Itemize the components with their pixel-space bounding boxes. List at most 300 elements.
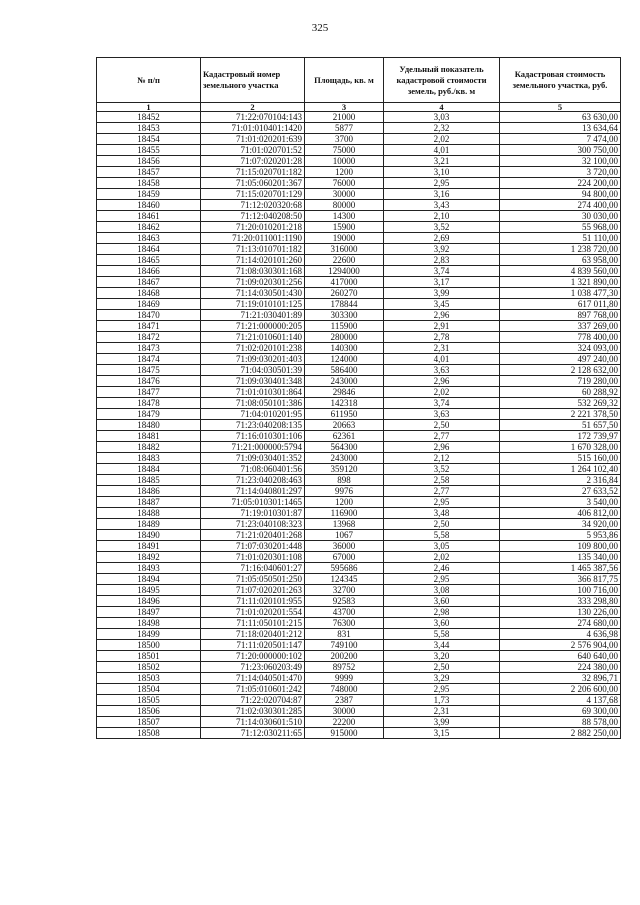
cell-cadastral-number: 71:21:010601:140 (201, 332, 305, 343)
cell-specific-value: 3,52 (384, 464, 500, 475)
table-row (97, 255, 621, 266)
cell-cadastral-value: 1 670 328,00 (500, 442, 621, 453)
cell-specific-value: 3,74 (384, 266, 500, 277)
cell-cadastral-number: 71:01:020201:554 (201, 607, 305, 618)
table-row (97, 156, 621, 167)
cell-row-number: 18469 (97, 299, 201, 310)
cell-specific-value: 2,95 (384, 178, 500, 189)
cell-row-number: 18481 (97, 431, 201, 442)
cell-cadastral-number: 71:23:040208:135 (201, 420, 305, 431)
table-row (97, 464, 621, 475)
cell-row-number: 18500 (97, 640, 201, 651)
column-number: 4 (384, 103, 500, 112)
cell-area: 898 (305, 475, 384, 486)
cell-area: 5877 (305, 123, 384, 134)
table-row (97, 112, 621, 123)
cell-cadastral-number: 71:08:060401:56 (201, 464, 305, 475)
cell-row-number: 18467 (97, 277, 201, 288)
cell-area: 1200 (305, 497, 384, 508)
cell-cadastral-value: 135 340,00 (500, 552, 621, 563)
table-row (97, 365, 621, 376)
cell-cadastral-number: 71:09:020301:256 (201, 277, 305, 288)
cell-row-number: 18487 (97, 497, 201, 508)
cell-cadastral-number: 71:14:020101:260 (201, 255, 305, 266)
cell-row-number: 18457 (97, 167, 201, 178)
cell-specific-value: 3,10 (384, 167, 500, 178)
cell-specific-value: 2,50 (384, 662, 500, 673)
cell-area: 748000 (305, 684, 384, 695)
cell-cadastral-number: 71:07:020201:263 (201, 585, 305, 596)
cell-row-number: 18472 (97, 332, 201, 343)
cell-area: 67000 (305, 552, 384, 563)
cell-area: 280000 (305, 332, 384, 343)
table-row (97, 497, 621, 508)
cell-area: 303300 (305, 310, 384, 321)
cell-cadastral-number: 71:04:010201:95 (201, 409, 305, 420)
table-row (97, 288, 621, 299)
cell-row-number: 18462 (97, 222, 201, 233)
cell-specific-value: 2,78 (384, 332, 500, 343)
table-row (97, 519, 621, 530)
cell-cadastral-value: 172 739,97 (500, 431, 621, 442)
cell-cadastral-number: 71:19:010101:125 (201, 299, 305, 310)
cell-cadastral-number: 71:07:020201:28 (201, 156, 305, 167)
cell-area: 43700 (305, 607, 384, 618)
cell-specific-value: 2,95 (384, 684, 500, 695)
cell-row-number: 18489 (97, 519, 201, 530)
cell-row-number: 18453 (97, 123, 201, 134)
cell-specific-value: 1,73 (384, 695, 500, 706)
cell-row-number: 18477 (97, 387, 201, 398)
table-row (97, 585, 621, 596)
cell-cadastral-number: 71:09:030401:348 (201, 376, 305, 387)
cell-area: 586400 (305, 365, 384, 376)
cell-row-number: 18497 (97, 607, 201, 618)
cell-cadastral-value: 51 110,00 (500, 233, 621, 244)
cell-cadastral-number: 71:01:020201:639 (201, 134, 305, 145)
cell-specific-value: 3,17 (384, 277, 500, 288)
cell-row-number: 18486 (97, 486, 201, 497)
cell-cadastral-value: 532 269,32 (500, 398, 621, 409)
cell-specific-value: 2,58 (384, 475, 500, 486)
cell-row-number: 18476 (97, 376, 201, 387)
table-row (97, 706, 621, 717)
cell-area: 29846 (305, 387, 384, 398)
cell-cadastral-number: 71:21:000000:5794 (201, 442, 305, 453)
cell-row-number: 18495 (97, 585, 201, 596)
cell-specific-value: 2,50 (384, 519, 500, 530)
cell-area: 22600 (305, 255, 384, 266)
table-row (97, 442, 621, 453)
table-body (97, 112, 621, 739)
cell-area: 13968 (305, 519, 384, 530)
cell-specific-value: 3,45 (384, 299, 500, 310)
cell-cadastral-number: 71:04:030501:39 (201, 365, 305, 376)
cell-area: 115900 (305, 321, 384, 332)
table-row (97, 244, 621, 255)
cell-cadastral-number: 71:14:040801:297 (201, 486, 305, 497)
cell-cadastral-number: 71:15:020701:129 (201, 189, 305, 200)
cell-area: 200200 (305, 651, 384, 662)
cell-specific-value: 4,01 (384, 354, 500, 365)
header-cadastral-value: Кадастровая стоимость земельного участка, руб. (500, 58, 621, 103)
cell-row-number: 18503 (97, 673, 201, 684)
table-row (97, 475, 621, 486)
table-row (97, 266, 621, 277)
cell-area: 611950 (305, 409, 384, 420)
cell-cadastral-value: 324 093,00 (500, 343, 621, 354)
cell-specific-value: 2,31 (384, 343, 500, 354)
cell-area: 915000 (305, 728, 384, 739)
table-row (97, 343, 621, 354)
cell-row-number: 18507 (97, 717, 201, 728)
cell-area: 89752 (305, 662, 384, 673)
cell-row-number: 18480 (97, 420, 201, 431)
table-row (97, 409, 621, 420)
cell-specific-value: 2,12 (384, 453, 500, 464)
table-row (97, 596, 621, 607)
cell-area: 15900 (305, 222, 384, 233)
cell-specific-value: 3,99 (384, 717, 500, 728)
table-row (97, 398, 621, 409)
cell-cadastral-number: 71:05:050501:250 (201, 574, 305, 585)
cell-specific-value: 5,58 (384, 530, 500, 541)
cell-cadastral-number: 71:18:020401:212 (201, 629, 305, 640)
cell-cadastral-value: 366 817,75 (500, 574, 621, 585)
cell-cadastral-number: 71:21:030401:89 (201, 310, 305, 321)
cell-cadastral-value: 3 720,00 (500, 167, 621, 178)
cell-row-number: 18496 (97, 596, 201, 607)
cell-cadastral-value: 640 640,00 (500, 651, 621, 662)
cell-specific-value: 2,02 (384, 134, 500, 145)
cell-row-number: 18493 (97, 563, 201, 574)
cell-specific-value: 2,02 (384, 387, 500, 398)
cell-row-number: 18458 (97, 178, 201, 189)
header-specific-value: Удельный показатель кадастровой стоимости земель, руб./кв. м (384, 58, 500, 103)
cell-specific-value: 2,31 (384, 706, 500, 717)
cell-specific-value: 2,96 (384, 310, 500, 321)
table-row (97, 717, 621, 728)
cell-cadastral-value: 55 968,00 (500, 222, 621, 233)
table-row (97, 530, 621, 541)
cell-specific-value: 3,63 (384, 365, 500, 376)
cell-cadastral-number: 71:22:020704:87 (201, 695, 305, 706)
cell-area: 243000 (305, 453, 384, 464)
cell-cadastral-number: 71:11:020501:147 (201, 640, 305, 651)
cell-row-number: 18482 (97, 442, 201, 453)
cell-cadastral-value: 5 953,86 (500, 530, 621, 541)
table-row (97, 486, 621, 497)
cell-specific-value: 3,92 (384, 244, 500, 255)
cell-row-number: 18468 (97, 288, 201, 299)
cell-area: 32700 (305, 585, 384, 596)
table-row (97, 684, 621, 695)
cell-cadastral-number: 71:12:040208:50 (201, 211, 305, 222)
cell-cadastral-number: 71:07:030201:448 (201, 541, 305, 552)
cell-row-number: 18505 (97, 695, 201, 706)
cell-cadastral-value: 88 578,00 (500, 717, 621, 728)
cell-row-number: 18488 (97, 508, 201, 519)
cell-specific-value: 3,29 (384, 673, 500, 684)
cell-specific-value: 2,02 (384, 552, 500, 563)
table-row (97, 640, 621, 651)
table-row (97, 189, 621, 200)
cell-cadastral-number: 71:12:030211:65 (201, 728, 305, 739)
table-row (97, 387, 621, 398)
cell-cadastral-value: 94 800,00 (500, 189, 621, 200)
cell-specific-value: 3,16 (384, 189, 500, 200)
cell-area: 124345 (305, 574, 384, 585)
cell-area: 417000 (305, 277, 384, 288)
cell-row-number: 18470 (97, 310, 201, 321)
table-row (97, 321, 621, 332)
cell-cadastral-value: 778 400,00 (500, 332, 621, 343)
cell-area: 92583 (305, 596, 384, 607)
cell-cadastral-value: 4 839 560,00 (500, 266, 621, 277)
cell-cadastral-value: 100 716,00 (500, 585, 621, 596)
cell-area: 76000 (305, 178, 384, 189)
cell-area: 76300 (305, 618, 384, 629)
cell-area: 116900 (305, 508, 384, 519)
cell-area: 20663 (305, 420, 384, 431)
cell-cadastral-value: 13 634,64 (500, 123, 621, 134)
cell-cadastral-number: 71:21:000000:205 (201, 321, 305, 332)
cell-cadastral-number: 71:19:010301:87 (201, 508, 305, 519)
cell-cadastral-value: 2 576 904,00 (500, 640, 621, 651)
cell-area: 22200 (305, 717, 384, 728)
cell-cadastral-value: 2 882 250,00 (500, 728, 621, 739)
cadastral-value-table (96, 57, 621, 739)
table-row (97, 651, 621, 662)
column-number: 1 (97, 103, 201, 112)
cell-cadastral-value: 2 221 378,50 (500, 409, 621, 420)
cell-row-number: 18502 (97, 662, 201, 673)
cell-cadastral-value: 51 657,50 (500, 420, 621, 431)
cell-row-number: 18504 (97, 684, 201, 695)
cell-area: 75000 (305, 145, 384, 156)
cell-specific-value: 2,91 (384, 321, 500, 332)
cell-cadastral-number: 71:21:020401:268 (201, 530, 305, 541)
cell-specific-value: 2,77 (384, 486, 500, 497)
cell-cadastral-number: 71:08:050101:386 (201, 398, 305, 409)
table-row (97, 310, 621, 321)
cell-specific-value: 2,10 (384, 211, 500, 222)
cell-area: 749100 (305, 640, 384, 651)
cell-cadastral-value: 130 226,00 (500, 607, 621, 618)
cell-row-number: 18501 (97, 651, 201, 662)
cell-area: 36000 (305, 541, 384, 552)
cell-area: 30000 (305, 189, 384, 200)
cell-specific-value: 2,83 (384, 255, 500, 266)
cell-area: 1200 (305, 167, 384, 178)
cell-cadastral-value: 30 030,00 (500, 211, 621, 222)
cell-cadastral-value: 274 680,00 (500, 618, 621, 629)
table-header-row (97, 58, 621, 103)
cell-cadastral-value: 4 137,68 (500, 695, 621, 706)
cell-cadastral-value: 63 958,00 (500, 255, 621, 266)
cell-cadastral-value: 617 011,80 (500, 299, 621, 310)
cell-specific-value: 3,60 (384, 596, 500, 607)
cell-cadastral-number: 71:09:030201:403 (201, 354, 305, 365)
cell-cadastral-number: 71:05:060201:367 (201, 178, 305, 189)
cell-specific-value: 2,95 (384, 497, 500, 508)
cell-cadastral-number: 71:02:030301:285 (201, 706, 305, 717)
cell-cadastral-number: 71:12:020320:68 (201, 200, 305, 211)
cell-area: 62361 (305, 431, 384, 442)
table-row (97, 552, 621, 563)
cell-specific-value: 2,98 (384, 607, 500, 618)
cell-area: 359120 (305, 464, 384, 475)
table-row (97, 673, 621, 684)
cell-cadastral-value: 109 800,00 (500, 541, 621, 552)
table-row (97, 574, 621, 585)
cell-cadastral-value: 34 920,00 (500, 519, 621, 530)
cell-row-number: 18479 (97, 409, 201, 420)
cell-cadastral-number: 71:01:020701:52 (201, 145, 305, 156)
cell-row-number: 18460 (97, 200, 201, 211)
table-row (97, 178, 621, 189)
cell-cadastral-value: 60 288,92 (500, 387, 621, 398)
cell-area: 2387 (305, 695, 384, 706)
cell-cadastral-number: 71:01:020301:108 (201, 552, 305, 563)
column-number: 2 (201, 103, 305, 112)
cell-area: 124000 (305, 354, 384, 365)
cell-area: 21000 (305, 112, 384, 123)
cell-row-number: 18465 (97, 255, 201, 266)
cell-area: 1294000 (305, 266, 384, 277)
cell-cadastral-number: 71:02:020101:238 (201, 343, 305, 354)
cell-cadastral-value: 300 750,00 (500, 145, 621, 156)
column-number: 3 (305, 103, 384, 112)
cell-cadastral-number: 71:16:040601:27 (201, 563, 305, 574)
cell-cadastral-number: 71:01:010301:864 (201, 387, 305, 398)
cell-cadastral-value: 2 128 632,00 (500, 365, 621, 376)
cell-area: 140300 (305, 343, 384, 354)
cell-cadastral-value: 2 206 600,00 (500, 684, 621, 695)
cell-specific-value: 3,43 (384, 200, 500, 211)
cell-area: 9999 (305, 673, 384, 684)
cell-row-number: 18455 (97, 145, 201, 156)
cell-cadastral-value: 497 240,00 (500, 354, 621, 365)
table-row (97, 618, 621, 629)
cell-specific-value: 2,46 (384, 563, 500, 574)
cell-area: 1067 (305, 530, 384, 541)
cell-row-number: 18494 (97, 574, 201, 585)
table-row (97, 354, 621, 365)
cell-cadastral-number: 71:23:040108:323 (201, 519, 305, 530)
cell-cadastral-value: 1 321 890,00 (500, 277, 621, 288)
cell-row-number: 18463 (97, 233, 201, 244)
cell-cadastral-value: 224 200,00 (500, 178, 621, 189)
cell-cadastral-value: 897 768,00 (500, 310, 621, 321)
cell-row-number: 18499 (97, 629, 201, 640)
cell-row-number: 18473 (97, 343, 201, 354)
cell-area: 3700 (305, 134, 384, 145)
cell-row-number: 18459 (97, 189, 201, 200)
cell-cadastral-value: 337 269,00 (500, 321, 621, 332)
table-row (97, 662, 621, 673)
cell-cadastral-number: 71:01:010401:1420 (201, 123, 305, 134)
cell-specific-value: 3,21 (384, 156, 500, 167)
cell-row-number: 18508 (97, 728, 201, 739)
cell-cadastral-value: 224 380,00 (500, 662, 621, 673)
cell-row-number: 18474 (97, 354, 201, 365)
cell-specific-value: 2,96 (384, 442, 500, 453)
cell-specific-value: 3,63 (384, 409, 500, 420)
cell-cadastral-number: 71:13:010701:182 (201, 244, 305, 255)
cell-area: 19000 (305, 233, 384, 244)
table-row (97, 431, 621, 442)
cell-area: 595686 (305, 563, 384, 574)
cell-cadastral-value: 1 465 387,56 (500, 563, 621, 574)
cell-cadastral-value: 2 316,84 (500, 475, 621, 486)
cell-area: 564300 (305, 442, 384, 453)
cell-specific-value: 2,96 (384, 376, 500, 387)
cell-cadastral-value: 63 630,00 (500, 112, 621, 123)
cell-cadastral-number: 71:22:070104:143 (201, 112, 305, 123)
cell-cadastral-value: 7 474,00 (500, 134, 621, 145)
cell-cadastral-number: 71:16:010301:106 (201, 431, 305, 442)
cell-row-number: 18506 (97, 706, 201, 717)
cell-area: 316000 (305, 244, 384, 255)
cell-row-number: 18478 (97, 398, 201, 409)
cell-cadastral-number: 71:11:050101:215 (201, 618, 305, 629)
table-row (97, 167, 621, 178)
cell-specific-value: 3,74 (384, 398, 500, 409)
cell-cadastral-value: 4 636,98 (500, 629, 621, 640)
cell-row-number: 18454 (97, 134, 201, 145)
cell-area: 831 (305, 629, 384, 640)
table-row (97, 200, 621, 211)
cell-specific-value: 3,44 (384, 640, 500, 651)
table-row (97, 629, 621, 640)
table-row (97, 211, 621, 222)
cell-row-number: 18471 (97, 321, 201, 332)
cell-cadastral-value: 32 100,00 (500, 156, 621, 167)
cell-row-number: 18490 (97, 530, 201, 541)
table-row (97, 222, 621, 233)
cell-row-number: 18464 (97, 244, 201, 255)
cell-area: 30000 (305, 706, 384, 717)
cell-row-number: 18498 (97, 618, 201, 629)
cell-cadastral-value: 406 812,00 (500, 508, 621, 519)
cell-cadastral-value: 1 264 102,40 (500, 464, 621, 475)
table-row (97, 563, 621, 574)
cell-cadastral-number: 71:14:030601:510 (201, 717, 305, 728)
table-row (97, 508, 621, 519)
table-row (97, 695, 621, 706)
table-row (97, 376, 621, 387)
cell-row-number: 18461 (97, 211, 201, 222)
cell-cadastral-number: 71:15:020701:182 (201, 167, 305, 178)
page-number: 325 (311, 22, 329, 34)
cell-cadastral-value: 515 160,00 (500, 453, 621, 464)
cell-cadastral-number: 71:23:040208:463 (201, 475, 305, 486)
cell-row-number: 18466 (97, 266, 201, 277)
table-row (97, 299, 621, 310)
cell-row-number: 18484 (97, 464, 201, 475)
cell-cadastral-value: 1 038 477,30 (500, 288, 621, 299)
table-row (97, 332, 621, 343)
cell-cadastral-number: 71:14:030501:430 (201, 288, 305, 299)
table-row (97, 607, 621, 618)
cell-row-number: 18492 (97, 552, 201, 563)
cell-cadastral-value: 69 300,00 (500, 706, 621, 717)
cell-specific-value: 2,95 (384, 574, 500, 585)
cell-row-number: 18485 (97, 475, 201, 486)
table-row (97, 277, 621, 288)
cell-specific-value: 5,58 (384, 629, 500, 640)
